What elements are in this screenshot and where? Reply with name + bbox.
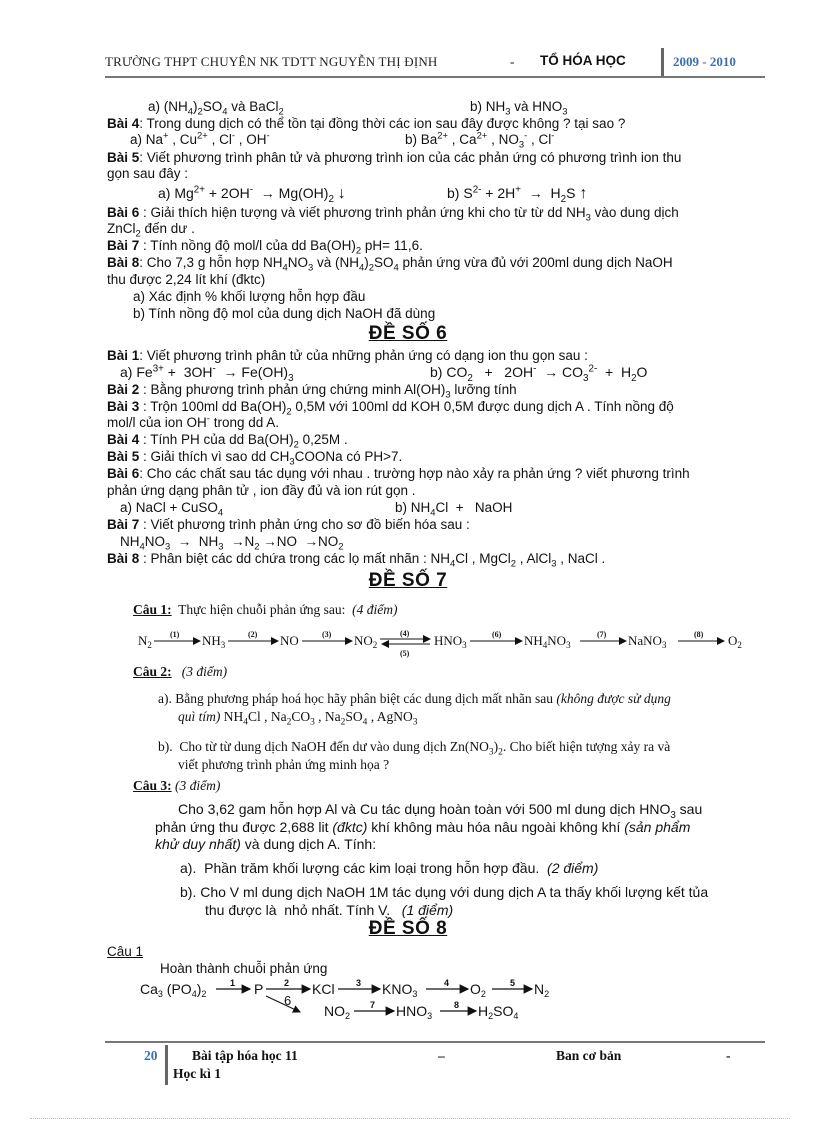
de5-bai5: Bài 5: Viết phương trình phân tử và phương trình ion của các phản ứng có phương trình ion thu xyxy=(107,150,682,165)
school-year: 2009 - 2010 xyxy=(673,54,736,69)
chain-step-7: (7) xyxy=(597,630,607,639)
school-name: TRƯỜNG THPT CHUYÊN NK TDTT NGUYỄN THỊ ĐỊNH xyxy=(105,54,438,69)
chain-step-3: (3) xyxy=(322,630,332,639)
chain-hno3: $HNO_3$ xyxy=(434,633,467,650)
chain8-step-5: 5 xyxy=(510,978,516,988)
chain-n2: $N_2$ xyxy=(138,633,152,650)
chain-nano3: NaNO$_3$ xyxy=(628,633,667,650)
de5-bai4: Bài 4: Trong dung dịch có thể tồn tại đồng thời các ion sau đây được không ? tại sao ? xyxy=(107,116,626,131)
de8-reaction-chain xyxy=(138,976,578,1026)
page-header xyxy=(105,48,765,76)
chain-step-2: (2) xyxy=(248,630,258,639)
chain8-step-1: 1 xyxy=(230,978,236,988)
chain8-no2: $NO_2$ xyxy=(324,1003,351,1021)
chain8-o2: $O_2$ xyxy=(470,981,486,999)
footer-track: Ban cơ bản xyxy=(556,1048,622,1063)
de5-bai8: Bài 8: Cho 7,3 g hỗn hợp $NH_4NO_3$ và $(NH_4)_2SO_4$ phản ứng vừa đủ với 200ml dung dịch NaOH xyxy=(107,255,673,274)
de7-reaction-chain xyxy=(130,626,770,660)
de5-bai8c: b) Tính nồng độ mol của dung dịch NaOH đã dùng xyxy=(133,306,436,321)
chain8-kno3: $KNO_3$ xyxy=(382,981,418,999)
footer-dash-2: - xyxy=(726,1048,731,1063)
de5-bai6b: ZnCl$_2$ đến dư . xyxy=(107,221,195,240)
chain8-step-8: 8 xyxy=(454,1000,460,1010)
footer-rule xyxy=(105,1041,765,1043)
de7-cau2b2: viết phương trình phản ứng minh họa ? xyxy=(178,757,390,772)
de5-bai8a: a) Xác định % khối lượng hỗn hợp đầu xyxy=(133,289,366,304)
chain8-n2: $N_2$ xyxy=(534,981,550,999)
chain8-step-6: 6 xyxy=(284,993,292,1008)
de5-bai4a: a) Na+ , $Cu^{2+}$ , Cl- , OH- xyxy=(130,130,270,147)
chain-step-4: (4) xyxy=(400,629,410,638)
chain8-h2so4: $H_2SO_4$ xyxy=(478,1003,519,1021)
de8-cau1: Câu 1 xyxy=(107,944,144,959)
department-name: TỔ HÓA HỌC xyxy=(540,53,626,68)
de7-cau2: Câu 2: (3 điểm) xyxy=(133,664,228,679)
header-divider xyxy=(661,48,664,76)
de5-bai8b: thu được 2,24 lít khí (đktc) xyxy=(107,272,266,287)
de8-sub: Hoàn thành chuỗi phản ứng xyxy=(160,961,328,976)
chain-step-5: (5) xyxy=(400,649,410,658)
de7-cau2b: b). Cho từ từ dung dịch NaOH đến dư vào dung dịch $Zn(NO_3)_2$. Cho biết hiện tượng xảy ra và xyxy=(158,739,671,758)
chain-no: NO xyxy=(280,633,299,648)
de7-cau3c: khử duy nhất) và dung dịch A. Tính: xyxy=(155,836,377,852)
de7-cau2a2: quì tím) $NH_4Cl$ , $Na_2CO_3$ , $Na_2SO_4$ , AgNO$_3$ xyxy=(178,709,418,728)
chain8-ca3po4: $Ca_3$ $(PO_4)_2$ xyxy=(140,981,207,999)
chain-nh3: $NH_3$ xyxy=(202,633,226,650)
de6-bai5: Bài 5 : Giải thích vì sao dd $CH_3COONa$ có PH>7. xyxy=(107,449,403,468)
chain8-step-2: 2 xyxy=(284,978,290,988)
footer-title: Bài tập hóa học 11 xyxy=(192,1048,298,1063)
de6-bai6c1: a) NaCl + CuSO$_4$ xyxy=(120,500,224,519)
de6-bai6: Bài 6: Cho các chất sau tác dụng với nhau . trường hợp nào xảy ra phản ứng ? viết phương trình xyxy=(107,466,690,481)
chain8-step-7: 7 xyxy=(370,1000,376,1010)
de5-bai5-eq-b: b) $S^{2-} + 2H^+ \to H_2S$ ↑ xyxy=(447,184,588,205)
footer-term: Học kì 1 xyxy=(173,1066,222,1081)
de7-cau3: Câu 3: (3 điểm) xyxy=(133,778,221,793)
de5-bai7: Bài 7 : Tính nồng độ mol/l của dd $Ba(OH)_2$ pH= 11,6. xyxy=(107,238,423,257)
de7-title: ĐỀ SỐ 7 xyxy=(368,570,448,591)
header-rule xyxy=(105,76,765,78)
footer-dash-1: – xyxy=(438,1048,445,1063)
de8-title: ĐỀ SỐ 8 xyxy=(368,918,448,939)
chain-step-1: (1) xyxy=(170,630,180,639)
de6-bai8: Bài 8 : Phân biệt các dd chứa trong các lọ mất nhãn : $NH_4Cl$ , MgCl$_2$ , AlCl$_3$ , NaCl . xyxy=(107,551,606,570)
bottom-dotted-line xyxy=(30,1118,790,1119)
de7-cau3bc: thu được là nhỏ nhất. Tính V. (1 điểm) xyxy=(205,902,454,918)
de7-cau3-text: Cho 3,62 gam hỗn hợp Al và Cu tác dụng hoàn toàn với 500 ml dung dịch $HNO_3$ sau xyxy=(178,801,703,821)
de7-cau1: Câu 1: Thực hiện chuỗi phản ứng sau: (4 điểm) xyxy=(133,602,398,617)
chain8-step-3: 3 xyxy=(356,978,362,988)
footer-divider xyxy=(165,1045,168,1085)
de6-bai4: Bài 4 : Tính PH của dd $Ba(OH)_2$ 0,25M . xyxy=(107,432,348,451)
de6-bai6b: phản ứng dạng phân tử , ion đầy đủ và ion rút gọn . xyxy=(107,483,416,498)
de5-line-1a: a) $(NH_4)_2SO_4$ và BaCl$_2$ xyxy=(148,99,284,118)
de6-bai6c2: b) $NH_4Cl$ + NaOH xyxy=(395,500,513,519)
chain8-step-4: 4 xyxy=(444,978,450,988)
chain8-hno3: $HNO_3$ xyxy=(396,1003,433,1021)
de6-title: ĐỀ SỐ 6 xyxy=(368,323,448,344)
de5-bai5-eq-a: a) $Mg^{2+} + 2OH^- \to Mg(OH)_2$ ↓ xyxy=(158,184,346,205)
de6-bai3b: mol/l của ion OH- trong dd A. xyxy=(107,413,280,430)
de5-bai6: Bài 6 : Giải thích hiện tượng và viết phương trình phản ứng khi cho từ từ dd $NH_3$ vào dung dịch xyxy=(107,205,679,224)
chain-o2: $O_2$ xyxy=(728,633,742,650)
de7-cau3bb: b). Cho V ml dung dịch NaOH 1M tác dụng với dung dịch A ta thấy khối lượng kết tủa xyxy=(180,884,709,900)
de7-cau2a: a). Bằng phương pháp hoá học hãy phân biệt các dung dịch mất nhãn sau (không được sử dụng xyxy=(158,691,671,706)
de5-bai4b: b) $Ba^{2+}$ , $Ca^{2+}$ , $NO_3^-$ , Cl- xyxy=(405,130,555,151)
de6-bai1a: a) $Fe^{3+} + 3OH^- \to Fe(OH)_3$ xyxy=(120,363,294,384)
chain8-p: P xyxy=(254,981,264,997)
chain-step-6: (6) xyxy=(492,630,502,639)
de5-bai5b: gọn sau đây : xyxy=(107,166,189,181)
de5-line-1b: b) $NH_3$ và $HNO_3$ xyxy=(470,99,568,118)
de6-bai1: Bài 1: Viết phương trình phân tử của những phản ứng có dạng ion thu gọn sau : xyxy=(107,348,588,363)
chain-nh4no3: $NH_4NO_3$ xyxy=(524,633,571,650)
de7-cau3a: a). Phần trăm khối lượng các kim loại trong hỗn hợp đầu. (2 điểm) xyxy=(180,860,599,876)
de6-bai3: Bài 3 : Trộn 100ml dd $Ba(OH)_2$ 0,5M với 100ml dd KOH 0,5M được dung dịch A . Tính nồng độ xyxy=(107,399,674,418)
chain-no2: $NO_2$ xyxy=(354,633,378,650)
page-number: 20 xyxy=(144,1048,158,1063)
de6-bai1b: b) $CO_2 + 2OH^- \to CO_3^{2-} + H_2O$ xyxy=(430,363,648,384)
header-dash: - xyxy=(510,54,515,69)
chain8-kcl: KCl xyxy=(312,981,335,997)
de6-bai7b: $NH_4NO_3 \to NH_3 \to N_2 \to NO \to NO_2$ xyxy=(120,534,344,553)
chain-step-8: (8) xyxy=(694,630,704,639)
de7-cau3b: phản ứng thu được 2,688 lit (đktc) khí không màu hóa nâu ngoài không khí (sản phẩm xyxy=(155,819,691,835)
de6-bai2: Bài 2 : Bằng phương trình phản ứng chứng minh $Al(OH)_3$ lưỡng tính xyxy=(107,382,517,401)
de6-bai7: Bài 7 : Viết phương trình phản ứng cho sơ đồ biến hóa sau : xyxy=(107,517,470,532)
